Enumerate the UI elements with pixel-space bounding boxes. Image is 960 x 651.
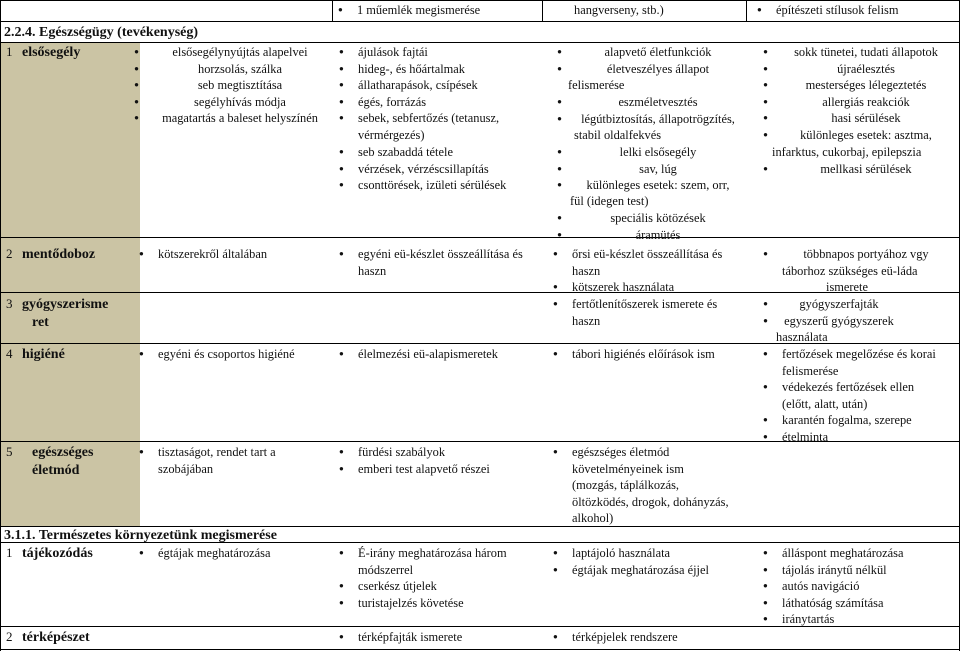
row7-col2-list	[358, 629, 462, 646]
row-number: 1	[6, 545, 13, 560]
list-item: ● egyéni eü-készlet összeállítása és	[358, 246, 523, 263]
list-item-continuation: alkohol)	[572, 511, 614, 525]
list-item: ● égtájak meghatározása éjjel	[572, 562, 709, 579]
row5-col2-list	[358, 444, 490, 477]
header-band-row1	[0, 42, 140, 237]
list-item: ● térképfajták ismerete	[358, 629, 462, 646]
list-item-continuation: infarktus, cukorbaj, epilepszia	[772, 145, 922, 159]
list-item-continuation: ismerete	[826, 280, 868, 294]
list-item: ● turistajelzés követése	[358, 595, 464, 612]
list-item: ● tisztaságot, rendet tart a	[158, 444, 276, 461]
list-item: ● tájolás iránytű nélkül	[782, 562, 903, 579]
list-item: ● újraélesztés	[774, 61, 958, 78]
top-item-3: ● építészeti stílusok felism	[776, 2, 899, 19]
list-item: ● emberi test alapvető részei	[358, 461, 490, 478]
list-item-continuation: (mozgás, táplálkozás,	[572, 478, 680, 492]
header-band-row4	[0, 343, 140, 441]
list-item-continuation: felismerése	[568, 78, 625, 92]
list-item-continuation: követelményeinek ism	[572, 462, 684, 476]
row1-col3-list-c	[568, 144, 748, 194]
list-item: ● gyógyszerfajták	[774, 296, 904, 313]
list-item: ● kötszerekről általában	[158, 246, 267, 263]
list-item: ● légútbiztosítás, állapotrögzítés,	[568, 111, 748, 128]
row4-col2-list	[358, 346, 498, 363]
section-title-environment: 3.1.1. Természetes környezetünk megismerése	[4, 528, 277, 543]
row1-col3-list	[568, 44, 748, 77]
row-heading-medicines: gyógyszerisme	[22, 297, 109, 312]
list-item: ● eszméletvesztés	[568, 94, 748, 111]
row6-col3-list	[572, 545, 709, 578]
row4-col3-list	[572, 346, 715, 363]
list-item: ● védekezés fertőzések ellen	[782, 379, 914, 396]
list-item: ● iránytartás	[782, 611, 903, 628]
row5-col1-list	[158, 444, 276, 461]
list-item: ● seb megtisztítása	[145, 77, 335, 94]
list-item-continuation: szobájában	[158, 462, 214, 476]
list-item: ● É-irány meghatározása három	[358, 545, 507, 562]
row6-col4-list	[782, 545, 903, 628]
row-number: 3	[6, 296, 13, 311]
list-item: ● horzsolás, szálka	[145, 61, 335, 78]
list-item: ● életveszélyes állapot	[568, 61, 748, 78]
list-item: ● sokk tünetei, tudati állapotok	[774, 44, 958, 61]
row1-col3-list-d	[568, 210, 748, 243]
list-item: ● alapvető életfunkciók	[568, 44, 748, 61]
list-item: ● fertőtlenítőszerek ismerete és	[572, 296, 717, 313]
row1-col2-list	[358, 44, 499, 127]
section-title-health: 2.2.4. Egészségügy (tevékenység)	[4, 25, 199, 40]
row-heading-healthy-lifestyle-cont: életmód	[32, 463, 80, 478]
list-item: ● csonttörések, izületi sérülések	[358, 177, 506, 194]
row-number: 1	[6, 44, 13, 59]
list-item: ● álláspont meghatározása	[782, 545, 903, 562]
row6-col2-list-b	[358, 578, 464, 611]
list-item: ● láthatóság számítása	[782, 595, 903, 612]
row2-col3-list	[572, 246, 722, 263]
list-item: ● cserkész útjelek	[358, 578, 464, 595]
row1-col1-list	[145, 44, 335, 127]
list-item-continuation: táborhoz szükséges eü-láda	[782, 264, 918, 278]
list-item: ● egyéni és csoportos higiéné	[158, 346, 295, 363]
row2-col2-list	[358, 246, 523, 279]
list-item: ● fürdési szabályok	[358, 444, 490, 461]
row1-col3-list-b	[568, 94, 748, 127]
list-item: ● kötszerek használata	[572, 279, 674, 296]
row3-col4-list	[774, 296, 904, 329]
row1-col2-list-b	[358, 144, 506, 194]
list-item-continuation: fül (idegen test)	[570, 194, 649, 208]
row-number: 2	[6, 629, 13, 644]
row3-col3-list	[572, 296, 717, 313]
list-item: ● sav, lúg	[568, 161, 748, 178]
list-item: ● allergiás reakciók	[774, 94, 958, 111]
row-number: 4	[6, 346, 13, 361]
row-heading-orientation: tájékozódás	[22, 546, 93, 561]
list-item: ● karantén fogalma, szerepe	[782, 412, 912, 429]
list-item-continuation: haszn	[572, 314, 601, 328]
row2-col4-list	[774, 246, 958, 263]
row4-col1-list	[158, 346, 295, 363]
list-item: ● ájulások fajtái	[358, 44, 499, 61]
list-item: ● egészséges életmód	[572, 444, 669, 461]
row4-col4-list-c	[782, 412, 912, 445]
row4-col4-list	[782, 346, 936, 363]
row-heading-healthy-lifestyle: egészséges	[32, 445, 94, 460]
list-item: ● mellkasi sérülések	[774, 161, 958, 178]
list-item: ● égtájak meghatározása	[158, 545, 270, 562]
list-item-continuation: felismerése	[782, 364, 839, 378]
list-item: ● autós navigáció	[782, 578, 903, 595]
row2-col1-list	[158, 246, 267, 263]
list-item: ● égés, forrázás	[358, 94, 499, 111]
list-item: ● speciális kötözések	[568, 210, 748, 227]
row5-col3-list	[572, 444, 669, 461]
row-number: 5	[6, 444, 13, 459]
list-item: ● mesterséges lélegeztetés	[774, 77, 958, 94]
row-heading-first-aid-kit: mentődoboz	[22, 247, 96, 262]
top-item-2: hangverseny, stb.)	[574, 3, 664, 17]
list-item-continuation: haszn	[572, 264, 601, 278]
list-item: ● vérzések, vérzéscsillapítás	[358, 161, 506, 178]
list-item-continuation: vérmérgezés)	[358, 128, 425, 142]
row4-col4-list-b	[782, 379, 914, 396]
row-heading-cartography: térképészet	[22, 630, 90, 645]
list-item: ● különleges esetek: asztma,	[774, 127, 958, 144]
list-item: ● fertőzések megelőzése és korai	[782, 346, 936, 363]
list-item: ● hideg-, és hőártalmak	[358, 61, 499, 78]
row2-col3-list-b	[572, 279, 674, 296]
list-item: ● őrsi eü-készlet összeállítása és	[572, 246, 722, 263]
row-heading-medicines-cont: ret	[32, 315, 49, 330]
row6-col1-list	[158, 545, 270, 562]
list-item: ● laptájoló használata	[572, 545, 709, 562]
list-item: ● áramütés	[568, 227, 748, 244]
list-item: ● magatartás a baleset helyszínén	[145, 110, 335, 127]
row1-col4-list-b	[774, 161, 958, 178]
list-item: ● különleges esetek: szem, orr,	[568, 177, 748, 194]
row6-col2-list	[358, 545, 507, 562]
row-heading-first-aid: elsősegély	[22, 45, 81, 60]
list-item: ● seb szabaddá tétele	[358, 144, 506, 161]
list-item-continuation: használata	[776, 330, 828, 344]
list-item: ● sebek, sebfertőzés (tetanusz,	[358, 110, 499, 127]
row1-col4-list	[774, 44, 958, 144]
list-item: haszn	[358, 263, 387, 278]
row-heading-hygiene: higiéné	[22, 347, 65, 362]
list-item-continuation: öltözködés, drogok, dohányzás,	[572, 495, 729, 509]
top-item-1: ● 1 műemlék megismerése	[357, 2, 480, 19]
list-item: ● többnapos portyához vgy	[774, 246, 958, 263]
list-item-continuation: stabil oldalfekvés	[574, 128, 662, 142]
list-item: ● egyszerű gyógyszerek	[774, 313, 904, 330]
list-item-continuation: módszerrel	[358, 563, 414, 577]
list-item: ● elsősegélynyújtás alapelvei	[145, 44, 335, 61]
list-item: ● tábori higiénés előírások ism	[572, 346, 715, 363]
list-item: ● hasi sérülések	[774, 110, 958, 127]
row7-col3-list	[572, 629, 678, 646]
list-item: ● lelki elsősegély	[568, 144, 748, 161]
list-item: ● segélyhívás módja	[145, 94, 335, 111]
row-number: 2	[6, 246, 13, 261]
list-item-continuation: (előtt, alatt, után)	[782, 397, 868, 411]
list-item: ● ételminta	[782, 429, 912, 446]
list-item: ● élelmezési eü-alapismeretek	[358, 346, 498, 363]
list-item: ● állatharapások, csípések	[358, 77, 499, 94]
list-item: ● térképjelek rendszere	[572, 629, 678, 646]
